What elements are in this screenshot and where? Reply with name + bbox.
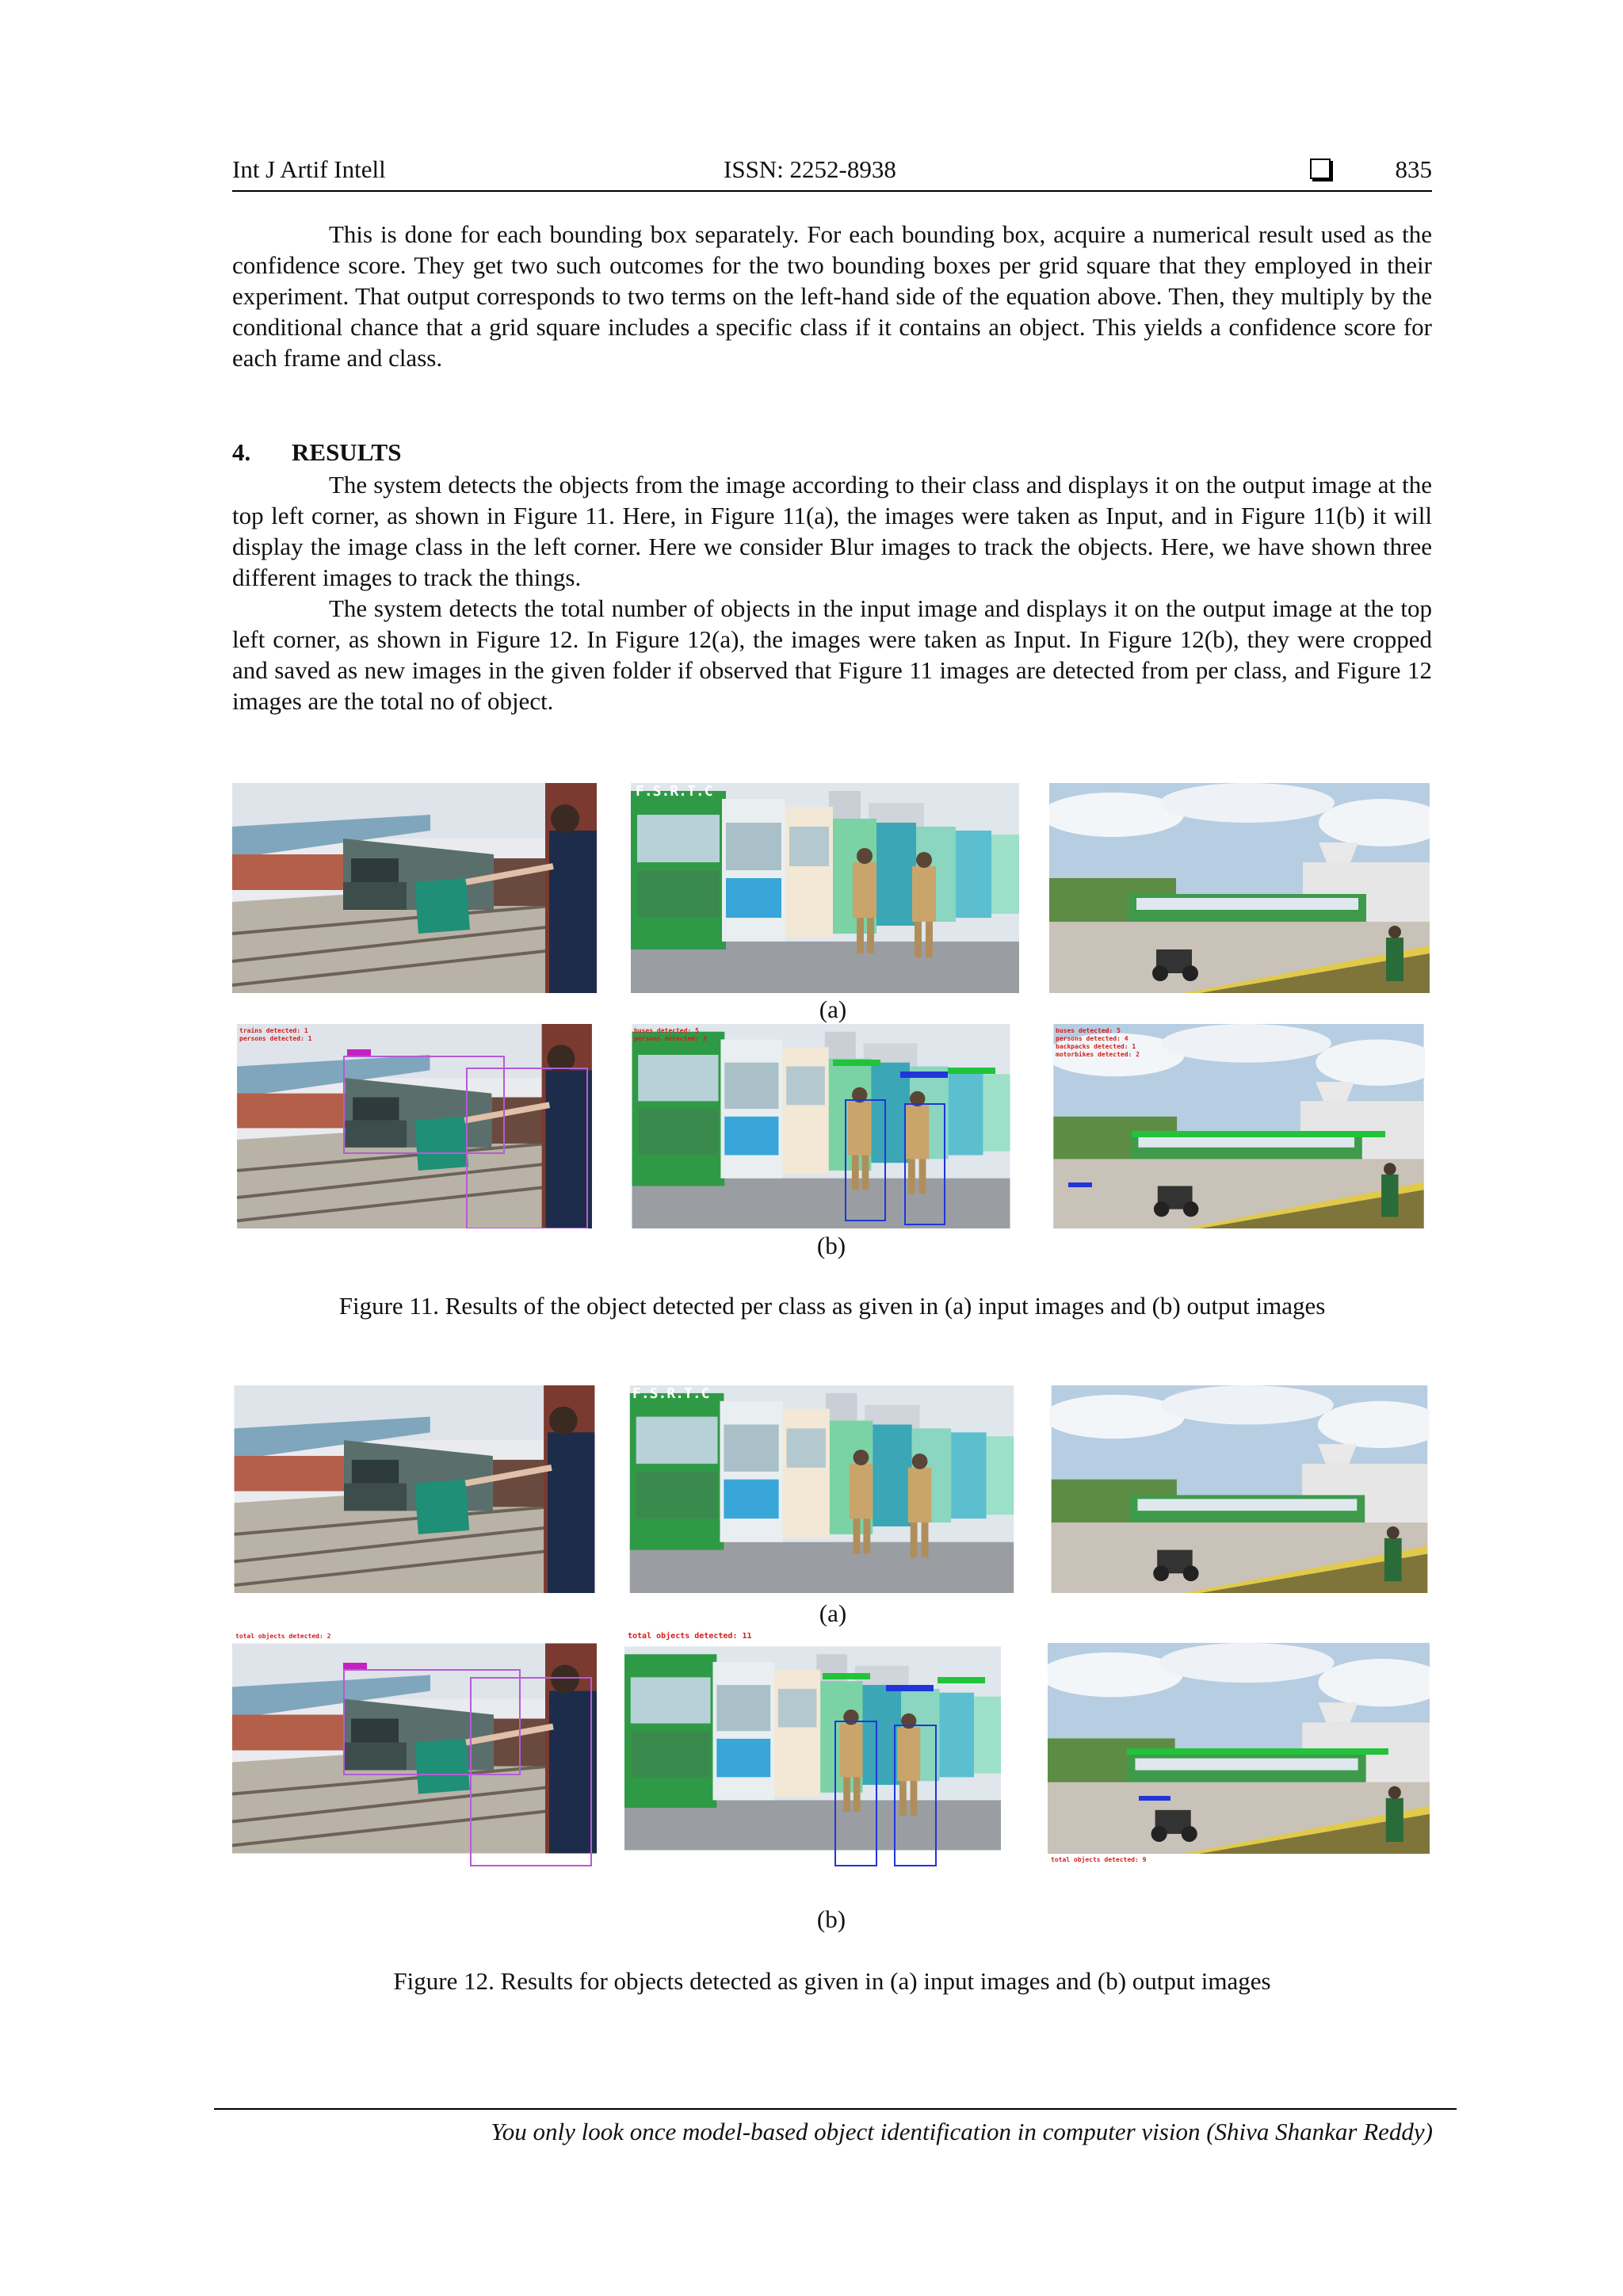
fig11-label-b: (b): [816, 1232, 846, 1259]
fig12b-train-output: [232, 1629, 597, 1867]
label-tag: [1068, 1182, 1092, 1187]
page-number: 835: [1395, 155, 1432, 183]
running-header: [232, 155, 1432, 192]
bus-detection-picture: [631, 1024, 1011, 1228]
bus-detection-picture: [624, 1629, 1001, 1867]
train-station-picture: [232, 783, 597, 993]
paragraph-confidence-score: This is done for each bounding box separately. For each bounding box, acquire a numerical result used as the confidence score. They get two such outcomes for the two bounding boxes per grid square that they employed in their experiment. That output corresponds to two terms on the left-hand side of the equation above. Then, they multiply by the conditional chance that a grid square includes a specific class if it contains an object. This yields a confidence score for each frame and class.: [232, 220, 1432, 372]
bbox-officer-2: [894, 1725, 937, 1866]
figure12-caption: Figure 12. Results for objects detected as given in (a) input images and (b) output images: [393, 1967, 1271, 1995]
bbox-officer-2: [904, 1103, 945, 1225]
fig12a-depot-image: [1049, 1385, 1430, 1593]
section-heading: [232, 438, 401, 467]
journal-name: Int J Artif Intell: [232, 155, 386, 183]
bus-sign-text: F.S.R.T.C: [636, 783, 713, 800]
label-tag: [900, 1072, 948, 1078]
bus-depot-officers-picture: [628, 1385, 1016, 1593]
bbox-person: [466, 1068, 588, 1228]
label-tag: [1132, 1131, 1385, 1137]
fig11a-depot-image: [1049, 783, 1430, 993]
label-tag: [1127, 1748, 1388, 1755]
bbox-person: [470, 1677, 592, 1866]
paragraph-results-per-class: The system detects the objects from the image according to their class and displays it on the output image at the top left corner, as shown in Figure 11. Here, in Figure 11(a), the images were taken as Input, and in Figure 11(b) it will display the image class in the left corner. Here we consider Blur images to track the objects. Here, we have shown three different images to track the things.: [232, 471, 1432, 591]
train-station-picture: [232, 1385, 597, 1593]
detection-overlay-text: total objects detected: 2: [235, 1633, 331, 1640]
label-tag: [343, 1663, 367, 1669]
label-tag: [938, 1677, 985, 1683]
fig12-label-a: (a): [819, 1599, 847, 1627]
fig12b-bus-output: [624, 1629, 1001, 1867]
checkbox-square-icon: [1310, 159, 1331, 179]
fig11b-depot-output: [1052, 1024, 1425, 1228]
label-tag: [1139, 1796, 1170, 1801]
footer-citation: You only look once model-based object identification in computer vision (Shiva Shankar Reddy): [491, 2118, 1433, 2145]
detection-overlay-text: total objects detected: 11: [628, 1632, 752, 1641]
bbox-officer-1: [845, 1099, 886, 1221]
fig11b-bus-output: [631, 1024, 1011, 1228]
fig12a-train-image: [232, 1385, 597, 1593]
bbox-officer-1: [834, 1721, 877, 1866]
detection-overlay-text: trains detected: 1 persons detected: 1: [239, 1027, 312, 1042]
bus-station-tower-picture: [1049, 783, 1430, 993]
fig11-label-a: (a): [819, 995, 847, 1023]
label-tag: [347, 1049, 371, 1056]
detection-overlay-text: buses detected: 5 persons detected: 3: [634, 1027, 707, 1042]
footer-rule: [214, 2108, 1457, 2110]
fig12b-depot-output: [1048, 1629, 1430, 1867]
label-tag: [833, 1060, 880, 1066]
section-title: RESULTS: [292, 438, 402, 466]
detection-overlay-text: buses detected: 5 persons detected: 4 backpacks detected: 1 motorbikes detected: 2: [1056, 1027, 1140, 1058]
label-tag: [948, 1068, 995, 1074]
paragraph-results-total: The system detects the total number of objects in the input image and displays it on the output image at the top left corner, as shown in Figure 12. In Figure 12(a), the images were taken as Input. In Figure 12(b), they were cropped and saved as new images in the given folder if observed that Figure 11 images are detected from per class, and Figure 12 images are the total no of object.: [232, 594, 1432, 715]
section-number: 4.: [232, 438, 251, 466]
bus-depot-officers-picture: [631, 783, 1019, 993]
fig11a-bus-image: [631, 783, 1019, 993]
label-tag: [886, 1685, 934, 1691]
bus-sign-text: F.S.R.T.C: [632, 1385, 710, 1402]
fig12a-bus-image: [628, 1385, 1016, 1593]
detection-overlay-text: total objects detected: 9: [1051, 1856, 1147, 1863]
fig11b-train-output: [236, 1024, 593, 1228]
label-tag: [823, 1673, 870, 1679]
fig11a-train-image: [232, 783, 597, 993]
fig12-label-b: (b): [816, 1905, 846, 1933]
figure11-caption: Figure 11. Results of the object detected per class as given in (a) input images and (b) output images: [338, 1292, 1326, 1320]
bus-station-tower-picture: [1049, 1385, 1430, 1593]
issn: ISSN: 2252-8938: [724, 155, 896, 183]
